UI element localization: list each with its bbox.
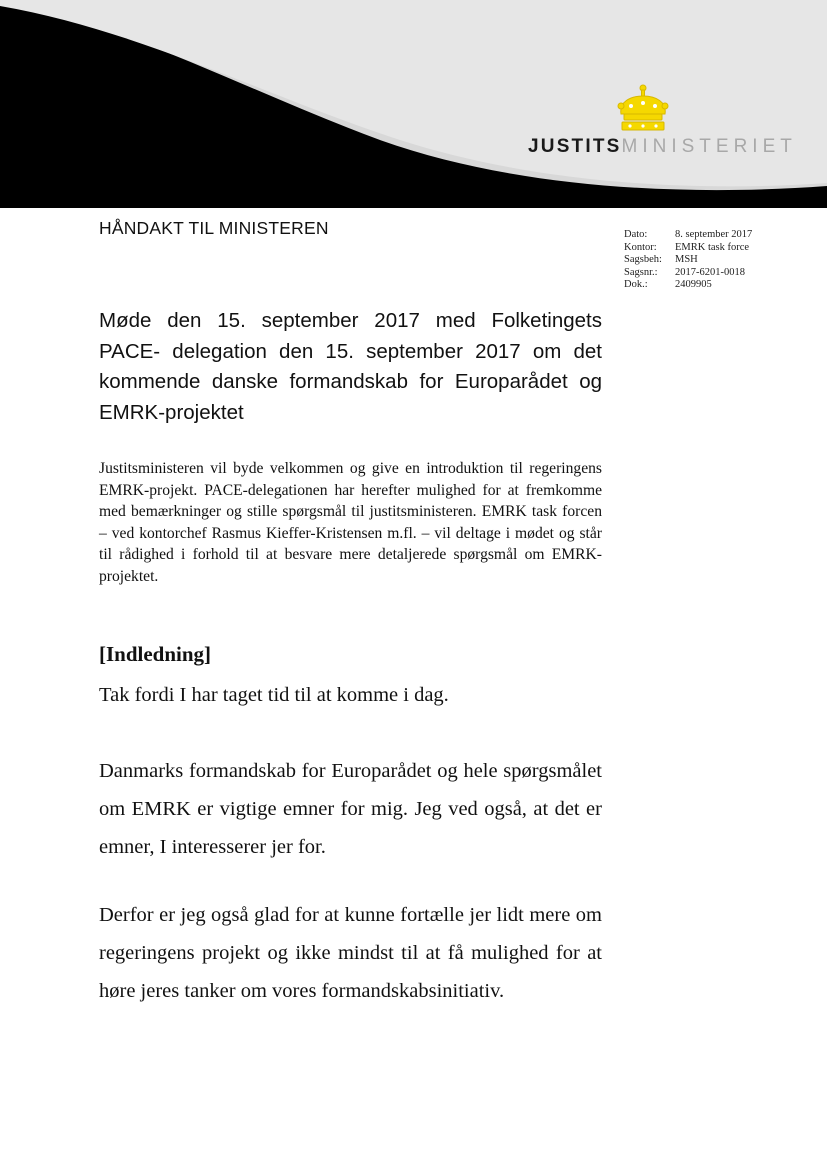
meta-value: 2017-6201-0018 [675,266,745,278]
ministry-logo-text [528,136,797,158]
speech-paragraph: Tak fordi I har taget tid til at komme i dag. [99,684,449,706]
speech-paragraph: Derfor er jeg også glad for at kunne fortælle jer lidt mere om regeringens projekt og ikke mindst til at få mulighed for at høre jeres tanker om vores formandskabsinitiativ. [99,904,602,1002]
section-heading: [Indledning] [99,642,212,666]
header-wave-banner [0,0,827,208]
meta-key: Sagsbeh: [624,254,662,265]
royal-crown-icon [616,84,670,132]
meta-value: MSH [675,254,698,265]
meta-row-office [624,242,752,255]
summary-paragraph: Justitsministeren vil byde velkommen og give en introduktion til regeringens EMRK-projekt. PACE-delegationen har herefter mulighed for at fremkomme med bemærkninger og stille spørgsmål til justitsministeren. EMRK task forcen – ved kontorchef Rasmus Kieffer-Kristensen m.fl. – vil deltage i mødet og står til rådighed i forhold til at besvare mere detaljerede spørgsmål om EMRK-projektet. [99,460,602,585]
meta-row-doc-number [624,279,752,292]
meta-key: Kontor: [624,241,657,253]
meeting-subject-title: Møde den 15. september 2017 med Folketingets PACE- delegation den 15. september 2017 om det kommende danske formandskab for Europarådet og EMRK-projektet [99,309,602,424]
meta-key: Sagsnr.: [624,266,658,278]
meta-row-handler [624,254,752,267]
speech-paragraph: Danmarks formandskab for Europarådet og hele spørgsmålet om EMRK er vigtige emner for mig. Jeg ved også, at det er emner, I interesserer jer for. [99,760,602,858]
meta-value: EMRK task force [675,241,750,253]
logo-bold-part: JUSTITS [528,136,622,157]
logo-light-part: MINISTERIET [621,136,797,157]
meta-value: 8. september 2017 [675,229,753,240]
meta-key: Dato: [624,229,648,240]
meta-value: 2409905 [675,279,712,290]
document-type-label: HÅNDAKT TIL MINISTEREN [99,218,329,238]
meta-key: Dok.: [624,279,648,290]
meta-row-date [624,229,752,242]
document-metadata [624,229,752,292]
meta-row-case-number [624,267,752,280]
